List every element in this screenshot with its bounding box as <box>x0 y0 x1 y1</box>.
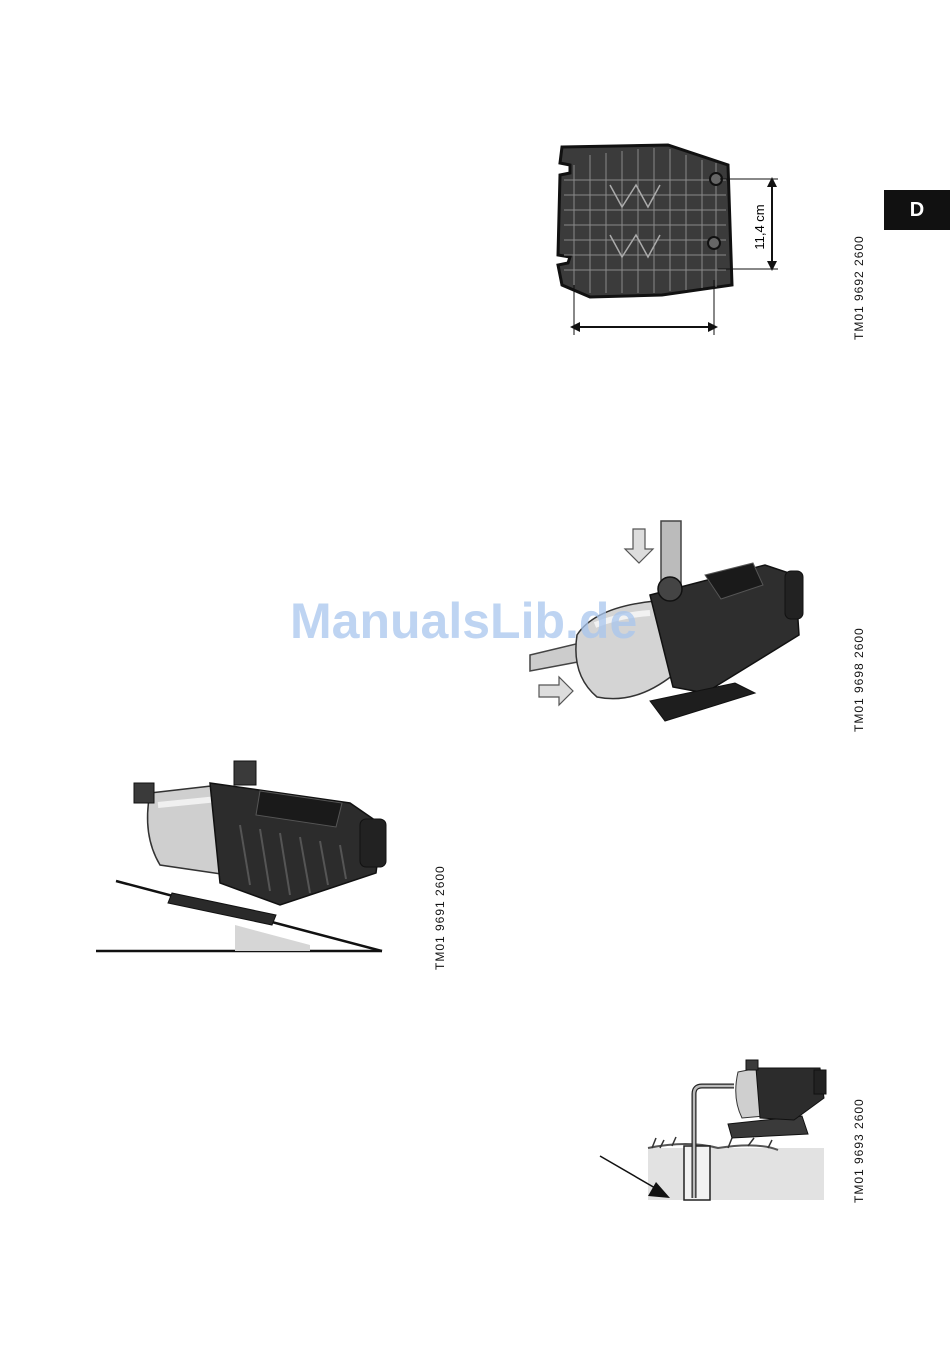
language-tab: D <box>884 190 950 230</box>
well-installation-figure <box>598 1058 833 1206</box>
figure-code: TM01 9692 2600 <box>852 235 866 340</box>
inclined-installation-figure <box>90 755 400 960</box>
dimension-label: 11,4 cm <box>752 204 767 250</box>
watermark: ManualsLib.de <box>290 593 638 649</box>
figure-code: TM01 9698 2600 <box>852 627 866 732</box>
figure-code: TM01 9693 2600 <box>852 1098 866 1203</box>
figure-code: TM01 9691 2600 <box>433 865 447 970</box>
base-dimensions-figure <box>550 135 790 340</box>
